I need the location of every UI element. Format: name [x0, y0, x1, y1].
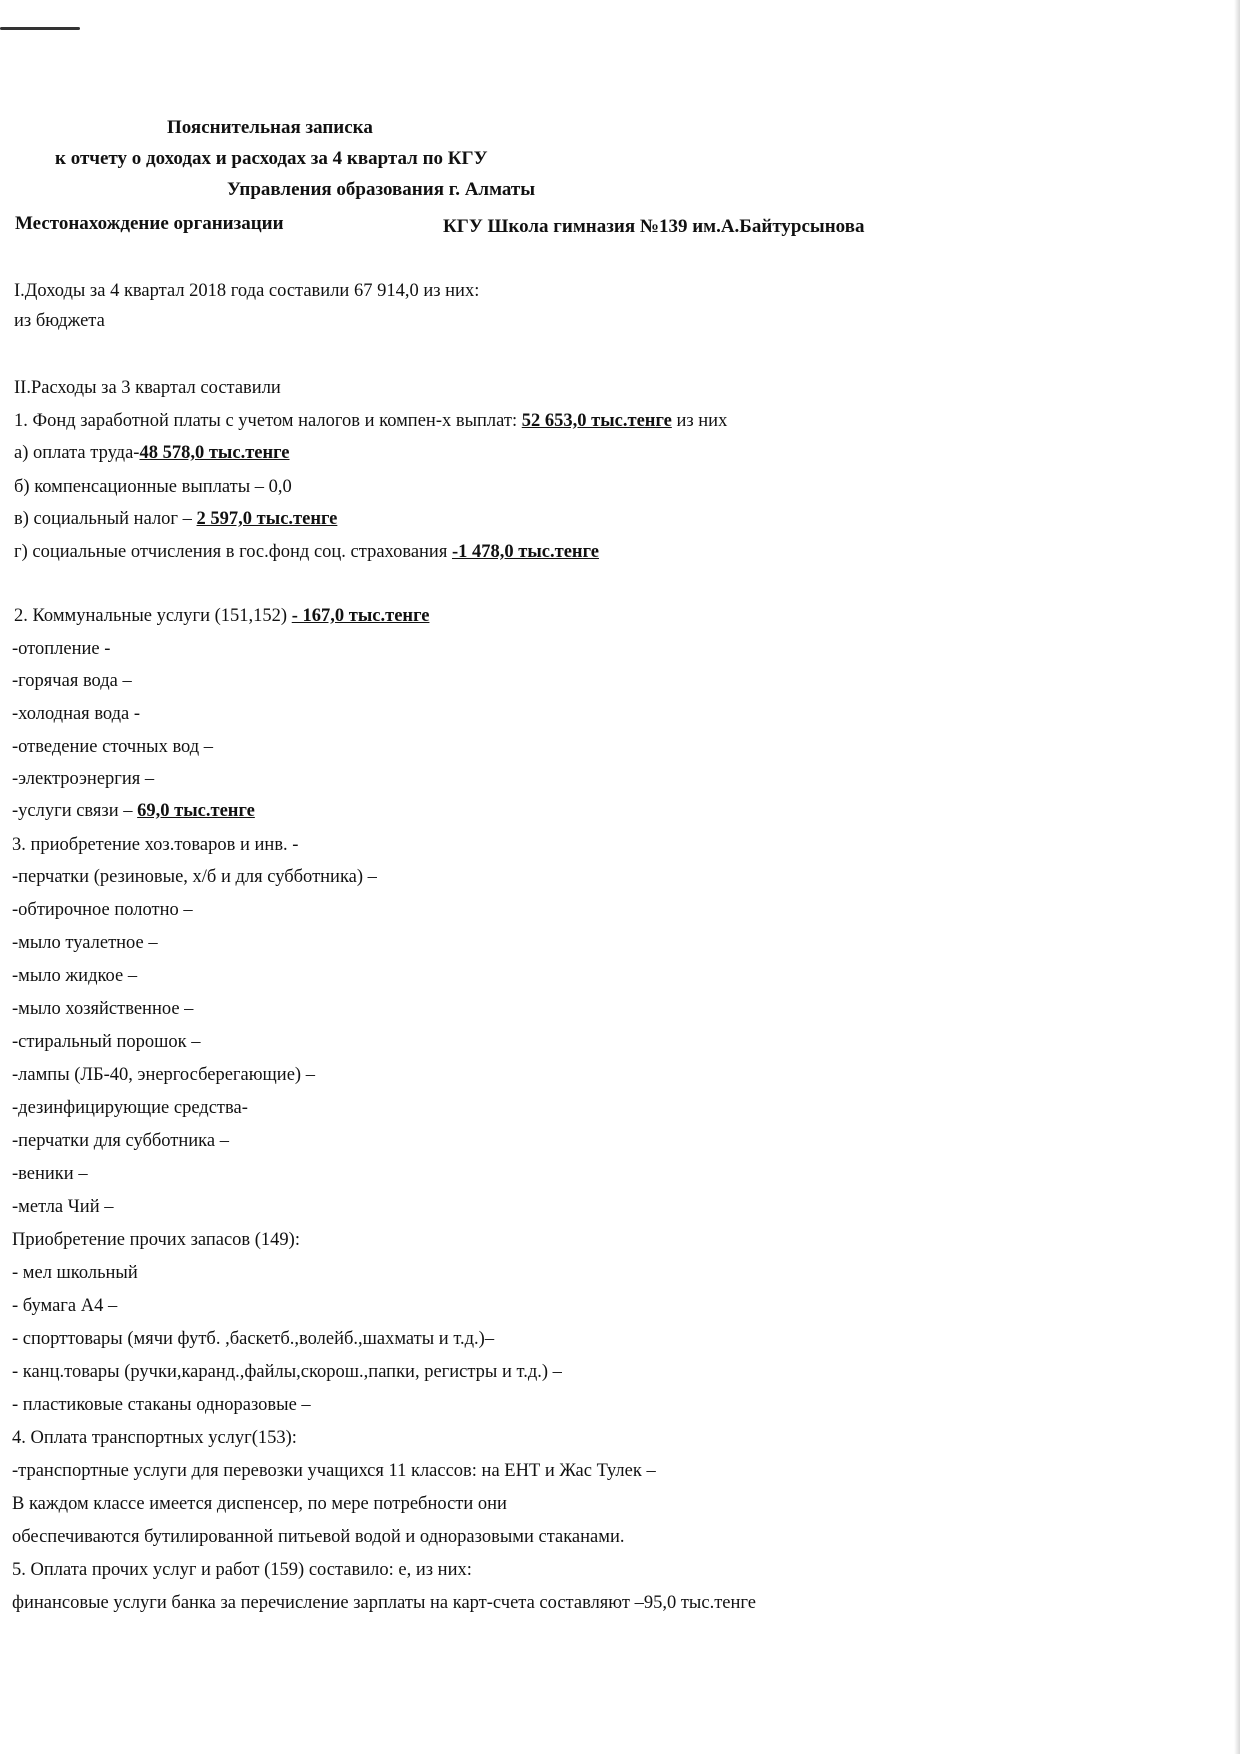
goods-item: -стиральный порошок –	[12, 1032, 201, 1052]
electricity-line: -электроэнергия –	[12, 769, 155, 789]
location-label: Местонахождение организации	[15, 213, 284, 234]
other-supplies-item: - бумага А4 –	[12, 1296, 118, 1316]
goods-item: -перчатки для субботника –	[12, 1131, 229, 1151]
hot-water-line: -горячая вода –	[12, 671, 132, 691]
location-value: КГУ Школа гимназия №139 им.А.Байтурсынова	[443, 216, 865, 237]
labor-line	[14, 442, 290, 464]
social-contrib-value: -1 478,0 тыс.тенге	[451, 542, 599, 562]
other-supplies-item: - мел школьный	[12, 1263, 138, 1283]
bank-services-line: финансовые услуги банка за перечисление зарплаты на карт-счета составляют –95,0 тыс.тенге	[12, 1593, 756, 1613]
cold-water-line: -холодная вода -	[12, 704, 141, 724]
water-line-1: В каждом классе имеется диспенсер, по мере потребности они	[12, 1494, 507, 1514]
goods-item: -веники –	[12, 1164, 88, 1184]
water-line-2: обеспечиваются бутилированной питьевой водой и одноразовыми стаканами.	[12, 1527, 625, 1547]
utilities-value: - 167,0 тыс.тенге	[291, 606, 430, 626]
goods-item: -мыло туалетное –	[12, 933, 158, 953]
goods-item: -мыло жидкое –	[12, 966, 138, 986]
sewage-line: -отведение сточных вод –	[12, 737, 214, 757]
goods-item: -перчатки (резиновые, х/б и для субботника) –	[12, 867, 377, 887]
income-line-2: из бюджета	[14, 311, 105, 331]
other-supplies-title: Приобретение прочих запасов (149):	[12, 1230, 300, 1250]
communication-value: 69,0 тыс.тенге	[137, 801, 255, 821]
goods-title: 3. приобретение хоз.товаров и инв. -	[12, 835, 299, 855]
goods-item: -метла Чий –	[12, 1197, 114, 1217]
transport-title: 4. Оплата транспортных услуг(153):	[12, 1428, 297, 1448]
salary-fund-value: 52 653,0 тыс.тенге	[521, 411, 672, 431]
compensation-line: б) компенсационные выплаты – 0,0	[14, 477, 292, 497]
social-tax-line	[14, 508, 337, 530]
goods-item: -обтирочное полотно –	[12, 900, 193, 920]
other-supplies-item: - канц.товары (ручки,каранд.,файлы,скорош.,папки, регистры и т.д.) –	[12, 1362, 562, 1382]
labor-value: 48 578,0 тыс.тенге	[139, 443, 290, 463]
page-edge-shadow	[1234, 0, 1240, 1754]
salary-fund-suffix: из них	[671, 411, 728, 431]
social-tax-text: в) социальный налог –	[14, 509, 197, 529]
document-organization: Управления образования г. Алматы	[227, 179, 536, 200]
other-services-title: 5. Оплата прочих услуг и работ (159) составило: е, из них:	[12, 1560, 472, 1580]
social-tax-value: 2 597,0 тыс.тенге	[196, 509, 338, 529]
salary-fund-text: 1. Фонд заработной платы с учетом налогов и компен-х выплат:	[14, 411, 522, 431]
communication-line	[12, 800, 255, 822]
other-supplies-item: - спорттовары (мячи футб. ,баскетб.,волейб.,шахматы и т.д.)–	[12, 1329, 495, 1349]
communication-text: -услуги связи –	[12, 801, 138, 821]
social-contrib-line	[14, 541, 599, 563]
document-title: Пояснительная записка	[167, 117, 373, 138]
goods-item: -мыло хозяйственное –	[12, 999, 194, 1019]
other-supplies-item: - пластиковые стаканы одноразовые –	[12, 1395, 311, 1415]
utilities-text: 2. Коммунальные услуги (151,152)	[14, 606, 292, 626]
income-line-1: I.Доходы за 4 квартал 2018 года составили 67 914,0 из них:	[14, 281, 480, 301]
goods-item: -дезинфицирующие средства-	[12, 1098, 248, 1118]
transport-line: -транспортные услуги для перевозки учащихся 11 классов: на ЕНТ и Жас Тулек –	[12, 1461, 656, 1481]
document-subtitle: к отчету о доходах и расходах за 4 квартал по КГУ	[55, 148, 488, 169]
heating-line: -отопление -	[12, 639, 111, 659]
goods-item: -лампы (ЛБ-40, энергосберегающие) –	[12, 1065, 315, 1085]
labor-text: а) оплата труда-	[14, 443, 140, 463]
social-contrib-text: г) социальные отчисления в гос.фонд соц. страхования	[14, 542, 452, 562]
expenses-title: II.Расходы за 3 квартал составили	[14, 378, 281, 398]
utilities-line	[14, 605, 429, 627]
salary-fund-line	[14, 410, 727, 432]
scan-artifact-mark	[0, 27, 80, 30]
